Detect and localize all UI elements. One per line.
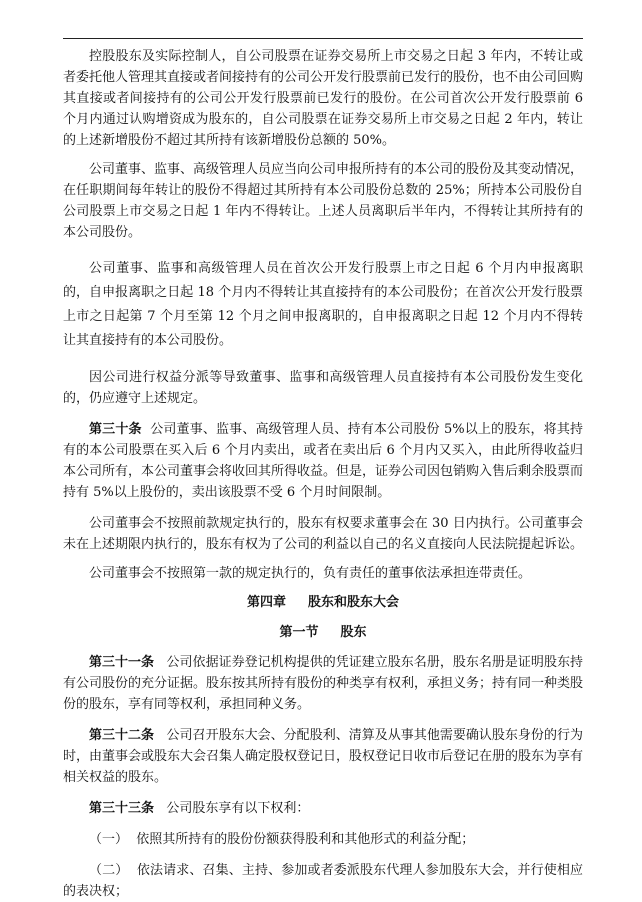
article-30-label: 第三十条 xyxy=(89,422,142,437)
article-31-text: 公司依据证券登记机构提供的凭证建立股东名册，股东名册是证明股东持有公司股份的充分证据。股东按其所持有股份的种类享有权利，承担义务；持有同一种类股份的股东，享有同等权利，承担同种义务。 xyxy=(63,655,584,712)
document-page xyxy=(63,46,583,902)
list-item-label: （二） xyxy=(89,863,129,878)
list-item-text: 依照其所持有的股份份额获得股利和其他形式的利益分配； xyxy=(136,832,475,847)
paragraph-joint-liability: 公司董事会不按照第一款的规定执行的，负有责任的董事依法承担连带责任。 xyxy=(89,566,532,581)
article-31-label: 第三十一条 xyxy=(89,655,155,670)
article-30 xyxy=(63,419,583,503)
section-number: 第一节 xyxy=(279,625,319,640)
paragraph-director-resignation: 公司董事、监事和高级管理人员在首次公开发行股票上市之日起 6 个月内申报离职的，自申报离职之日起 18 个月内不得转让其直接持有的本公司股份；在首次公开发行股票上市之日起第 7 个月至第 12 个月之间申报离职的，自申报离职之日起 12 个月内不得转让其直接持有的本公司股份。 xyxy=(63,261,583,348)
list-item-text: 依法请求、召集、主持、参加或者委派股东代理人参加股东大会，并行使相应的表决权； xyxy=(63,863,583,899)
article-32-label: 第三十二条 xyxy=(89,728,155,743)
article-31 xyxy=(63,652,583,715)
paragraph-equity-distribution: 因公司进行权益分派等导致董事、监事和高级管理人员直接持有本公司股份发生变化的，仍应遵守上述规定。 xyxy=(63,370,583,406)
list-item xyxy=(63,829,583,850)
article-32 xyxy=(63,725,583,788)
section-heading xyxy=(63,622,583,644)
paragraph-controlling-shareholder-lockup: 控股股东及实际控制人，自公司股票在证券交易所上市交易之日起 3 年内，不转让或者委托他人管理其直接或者间接持有的公司公开发行股票前已发行的股份，也不由公司回购其直接或者间接持有的公司公开发行股票前已发行的股份。在公司首次公开发行股票前 6 个月内通过认购增资成为股东的，自公司股票在证券交易所上市交易之日起 2 年内，转让的上述新增股份不超过其所持有该新增股份总额的 50%。 xyxy=(63,49,584,148)
paragraph-director-share-transfer: 公司董事、监事、高级管理人员应当向公司申报所持有的本公司的股份及其变动情况，在任职期间每年转让的股份不得超过其所持有本公司股份总数的 25%；所持本公司股份自公司股票上市交易之日起 1 年内不得转让。上述人员离职后半年内，不得转让其所持有的本公司股份。 xyxy=(63,162,584,240)
header-rule xyxy=(63,38,583,39)
chapter-number: 第四章 xyxy=(246,595,286,610)
article-33-label: 第三十三条 xyxy=(89,801,155,816)
chapter-heading xyxy=(63,592,583,614)
chapter-title: 股东和股东大会 xyxy=(308,595,400,610)
list-item-label: （一） xyxy=(89,832,129,847)
article-32-text: 公司召开股东大会、分配股利、清算及从事其他需要确认股东身份的行为时，由董事会或股东大会召集人确定股权登记日，股权登记日收市后登记在册的股东为享有相关权益的股东。 xyxy=(63,728,584,785)
paragraph-board-execution: 公司董事会不按照前款规定执行的，股东有权要求董事会在 30 日内执行。公司董事会未在上述期限内执行的，股东有权为了公司的利益以自己的名义直接向人民法院提起诉讼。 xyxy=(63,516,584,552)
article-33-text: 公司股东享有以下权利： xyxy=(166,801,310,816)
article-33 xyxy=(63,798,583,819)
list-item xyxy=(63,860,583,902)
section-title: 股东 xyxy=(340,625,367,640)
article-30-text: 公司董事、监事、高级管理人员、持有本公司股份 5%以上的股东，将其持有的本公司股票在买入后 6 个月内卖出，或者在卖出后 6 个月内又买入，由此所得收益归本公司所有，本公司董事会将收回其所得收益。但是，证券公司因包销购入售后剩余股票而持有 5%以上股份的，卖出该股票不受 6 个月时间限制。 xyxy=(63,422,584,500)
